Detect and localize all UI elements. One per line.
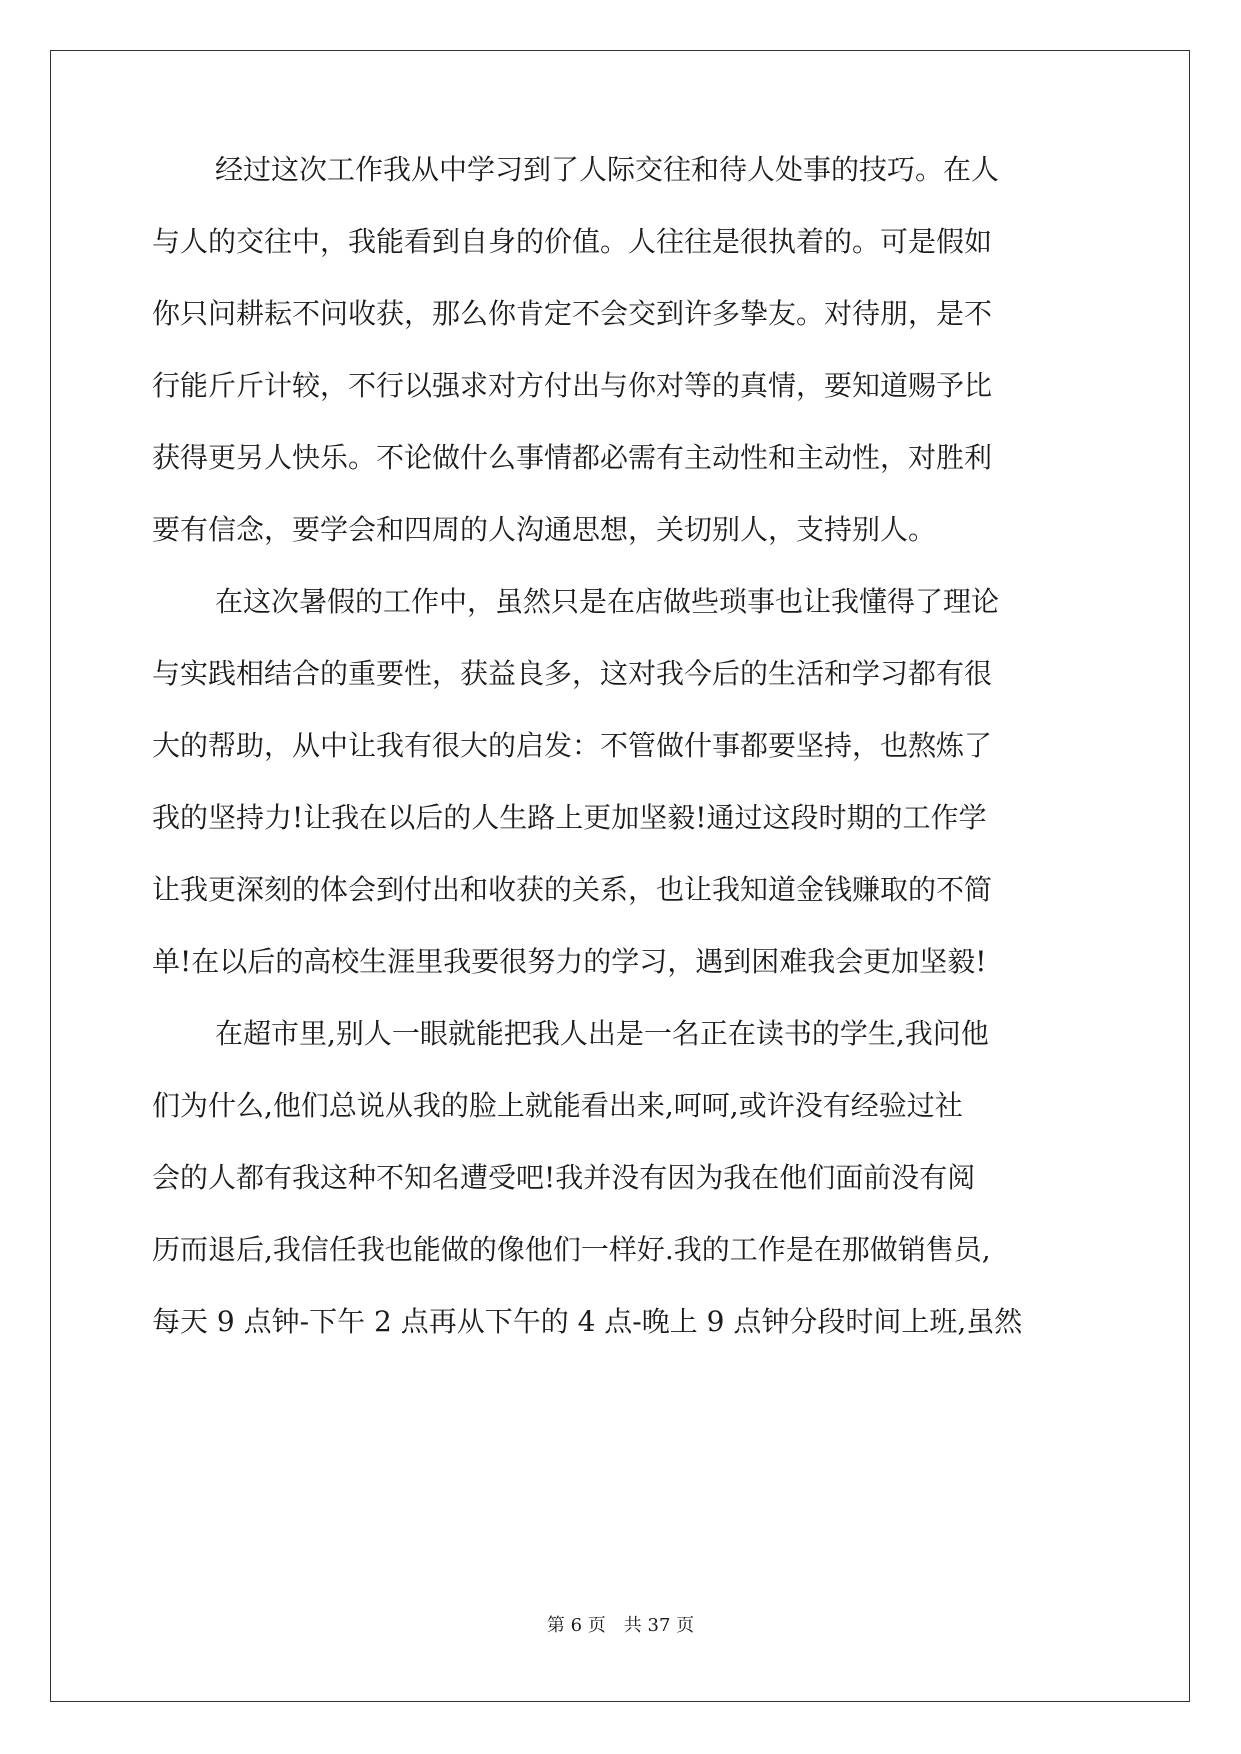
paragraph-line: 在这次暑假的工作中，虽然只是在店做些琐事也让我懂得了理论 (215, 585, 1000, 618)
paragraph-line: 在超市里,别人一眼就能把我人出是一名正在读书的学生,我问他 (215, 1017, 989, 1050)
page-total: 共 37 页 (623, 1615, 695, 1636)
paragraph-line: 经过这次工作我从中学习到了人际交往和待人处事的技巧。在人 (215, 153, 1000, 186)
paragraph-line: 每天 9 点钟-下午 2 点再从下午的 4 点-晚上 9 点钟分段时间上班,虽然 (152, 1305, 1023, 1338)
page-number: 第 6 页 (546, 1615, 606, 1636)
paragraph-line: 让我更深刻的体会到付出和收获的关系，也让我知道金钱赚取的不简 (152, 873, 993, 906)
paragraph-line: 大的帮助，从中让我有很大的启发：不管做什事都要坚持，也熬炼了 (152, 729, 993, 762)
paragraph-line: 行能斤斤计较，不行以强求对方付出与你对等的真情，要知道赐予比 (152, 369, 993, 402)
paragraph-line: 会的人都有我这种不知名遭受吧!我并没有因为我在他们面前没有阅 (152, 1161, 976, 1194)
paragraph-line: 获得更另人快乐。不论做什么事情都必需有主动性和主动性，对胜利 (152, 441, 993, 474)
paragraph-line: 与人的交往中，我能看到自身的价值。人往往是很执着的。可是假如 (152, 225, 993, 258)
paragraph-line: 单!在以后的高校生涯里我要很努力的学习，遇到困难我会更加坚毅! (152, 945, 987, 978)
paragraph-line: 历而退后,我信任我也能做的像他们一样好.我的工作是在那做销售员, (152, 1233, 991, 1266)
paragraph-line: 们为什么,他们总说从我的脸上就能看出来,呵呵,或许没有经验过社 (152, 1089, 963, 1122)
page-footer (0, 1614, 1241, 1638)
paragraph-line: 我的坚持力!让我在以后的人生路上更加坚毅!通过这段时期的工作学 (152, 801, 987, 834)
paragraph-line: 你只问耕耘不问收获，那么你肯定不会交到许多挚友。对待朋，是不 (152, 297, 993, 330)
paragraph-line: 要有信念，要学会和四周的人沟通思想，关切别人，支持别人。 (152, 513, 937, 546)
paragraph-line: 与实践相结合的重要性，获益良多，这对我今后的生活和学习都有很 (152, 657, 993, 690)
